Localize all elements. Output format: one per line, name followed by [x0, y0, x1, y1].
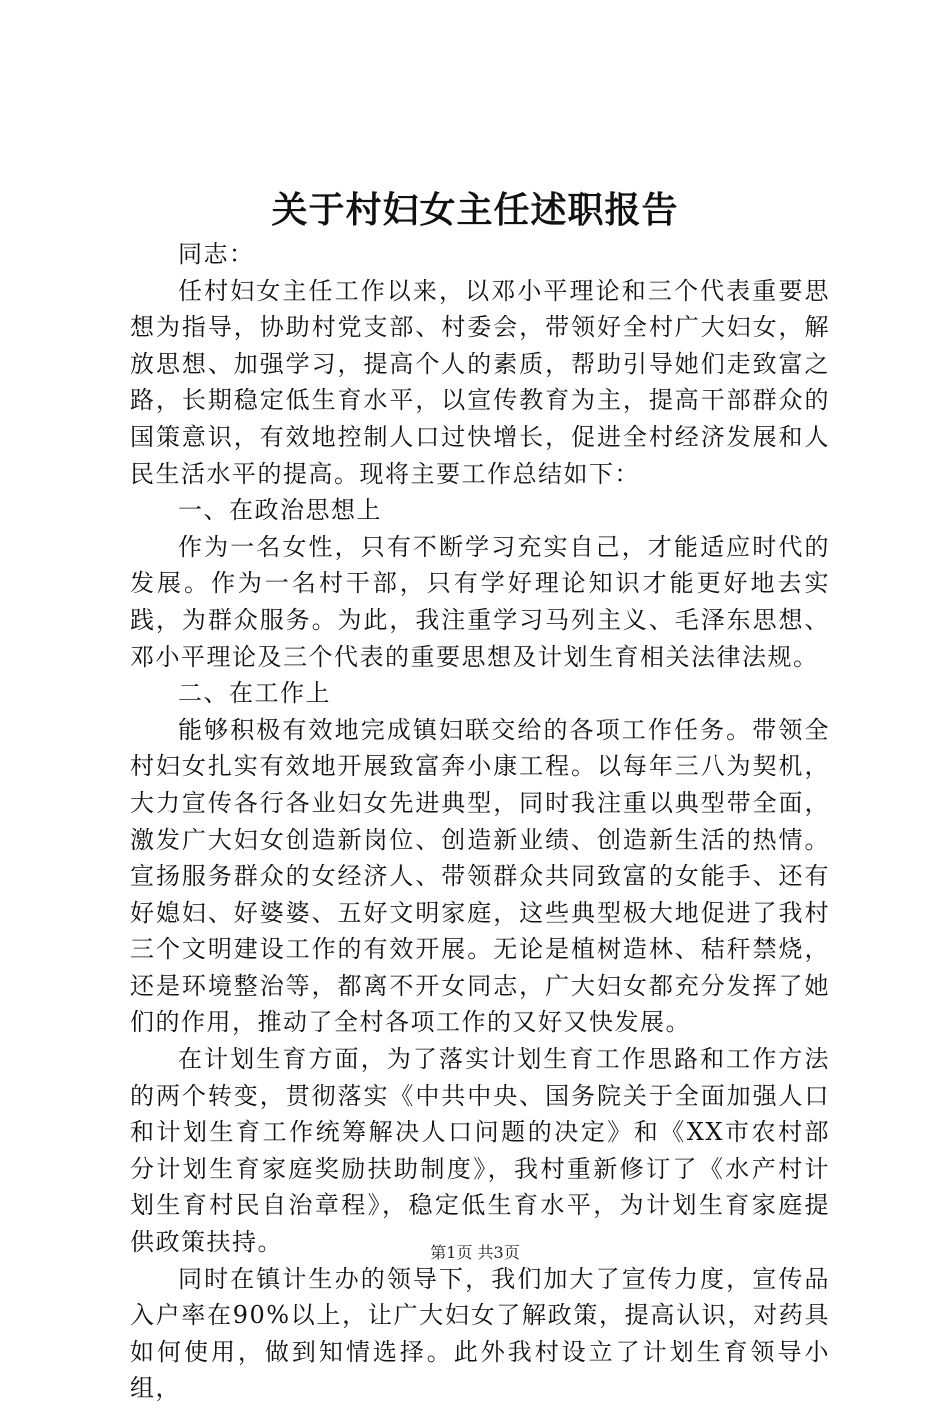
- section-heading-work: 二、在工作上: [178, 679, 331, 708]
- paragraph-work: 能够积极有效地完成镇妇联交给的各项工作任务。带领全村妇女扎实有效地开展致富奔小康工程。以每年三八为契机，大力宣传各行各业妇女先进典型，同时我注重以典型带全面，激发广大妇女创造新岗位、创造新业绩、创造新生活的热情。宣扬服务群众的女经济人、带领群众共同致富的女能手、还有好媳妇、好婆婆、五好文明家庭，这些典型极大地促进了我村三个文明建设工作的有效开展。无论是植树造林、秸秆禁烧，还是环境整治等，都离不开女同志，广大妇女都充分发挥了她们的作用，推动了全村各项工作的又好又快发展。: [130, 715, 830, 1037]
- paragraph-family-planning: 在计划生育方面，为了落实计划生育工作思路和工作方法的两个转变，贯彻落实《中共中央、国务院关于全面加强人口和计划生育工作统筹解决人口问题的决定》和《XX市农村部分计划生育家庭奖励扶助制度》，我村重新修订了《水产村计划生育村民自治章程》，稳定低生育水平，为计划生育家庭提供政策扶持。: [130, 1045, 830, 1257]
- document-body: [130, 236, 830, 1407]
- section-heading-politics: 一、在政治思想上: [178, 496, 382, 525]
- paragraph-intro: 任村妇女主任工作以来，以邓小平理论和三个代表重要思想为指导，协助村党支部、村委会，带领好全村广大妇女，解放思想、加强学习，提高个人的素质，帮助引导她们走致富之路，长期稳定低生育水平，以宣传教育为主，提高干部群众的国策意识，有效地控制人口过快增长，促进全村经济发展和人民生活水平的提高。现将主要工作总结如下：: [130, 276, 830, 488]
- page-number-footer: 第1页 共3页: [430, 1243, 520, 1262]
- paragraph-publicity: 同时在镇计生办的领导下，我们加大了宣传力度，宣传品入户率在90%以上，让广大妇女了解政策，提高认识，对药具如何使用，做到知情选择。此外我村设立了计划生育领导小组，: [130, 1264, 830, 1403]
- paragraph-politics: 作为一名女性，只有不断学习充实自己，才能适应时代的发展。作为一名村干部，只有学好理论知识才能更好地去实践，为群众服务。为此，我注重学习马列主义、毛泽东思想、邓小平理论及三个代表的重要思想及计划生育相关法律法规。: [130, 532, 830, 671]
- document-title: 关于村妇女主任述职报告: [271, 189, 679, 231]
- salutation: 同志：: [178, 240, 255, 268]
